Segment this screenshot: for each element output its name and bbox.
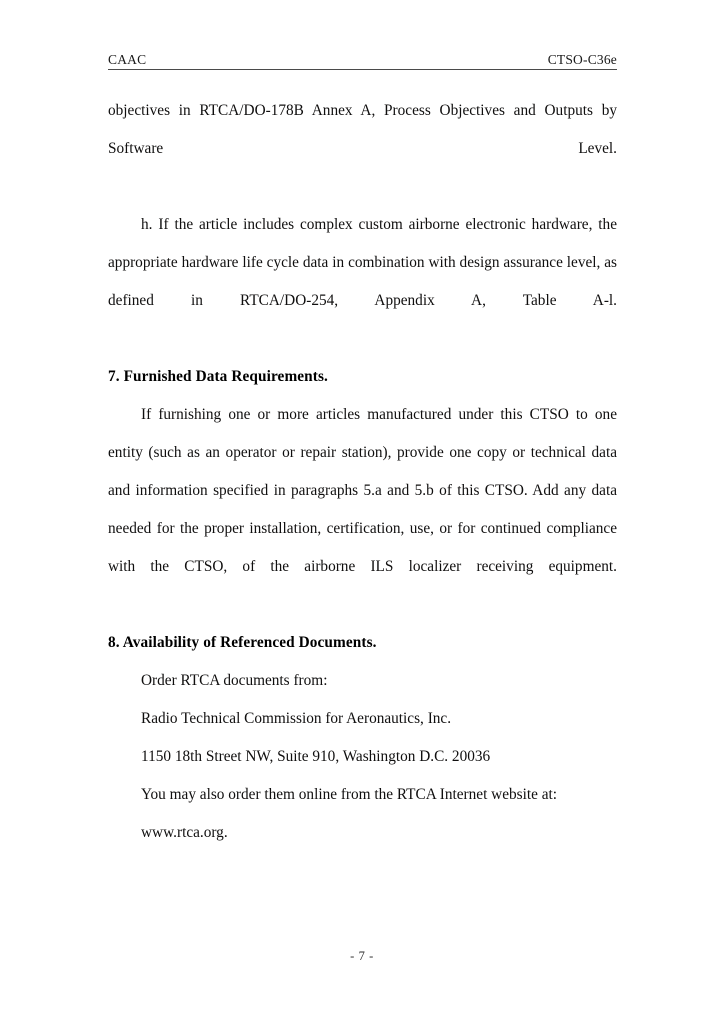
paragraph-item-h: h. If the article includes complex custom airborne electronic hardware, the appropriate hardware life cycle data in combination with design assurance level, as defined in RTCA/DO-254, Appendix A, Table A-l. (108, 216, 617, 309)
header-document-number: CTSO-C36e (547, 52, 617, 67)
heading-section-8: 8. Availability of Referenced Documents. (108, 634, 377, 651)
reference-address-block (108, 662, 617, 852)
header-authority-label: CAAC (108, 52, 147, 67)
reference-line: Radio Technical Commission for Aeronautics, Inc. (141, 710, 452, 727)
reference-line: Order RTCA documents from: (141, 672, 328, 689)
reference-line-website: www.rtca.org. (141, 824, 228, 841)
page-header (108, 48, 617, 70)
paragraph-section-7: If furnishing one or more articles manufactured under this CTSO to one entity (such as an operator or repair station), provide one copy or technical data and information specified in paragraphs 5.a and 5.b of this CTSO. Add any data needed for the proper installation, certification, use, or for continued compliance with the CTSO, of the airborne ILS localizer receiving equipment. (108, 406, 617, 575)
document-body (108, 92, 617, 852)
paragraph-continued-from-previous-page: objectives in RTCA/DO-178B Annex A, Process Objectives and Outputs by Software Level. (108, 102, 617, 157)
reference-line: You may also order them online from the RTCA Internet website at: (141, 786, 557, 803)
heading-section-7: 7. Furnished Data Requirements. (108, 368, 328, 385)
reference-line: 1150 18th Street NW, Suite 910, Washington D.C. 20036 (141, 748, 491, 765)
page-number: - 7 - (350, 949, 374, 963)
